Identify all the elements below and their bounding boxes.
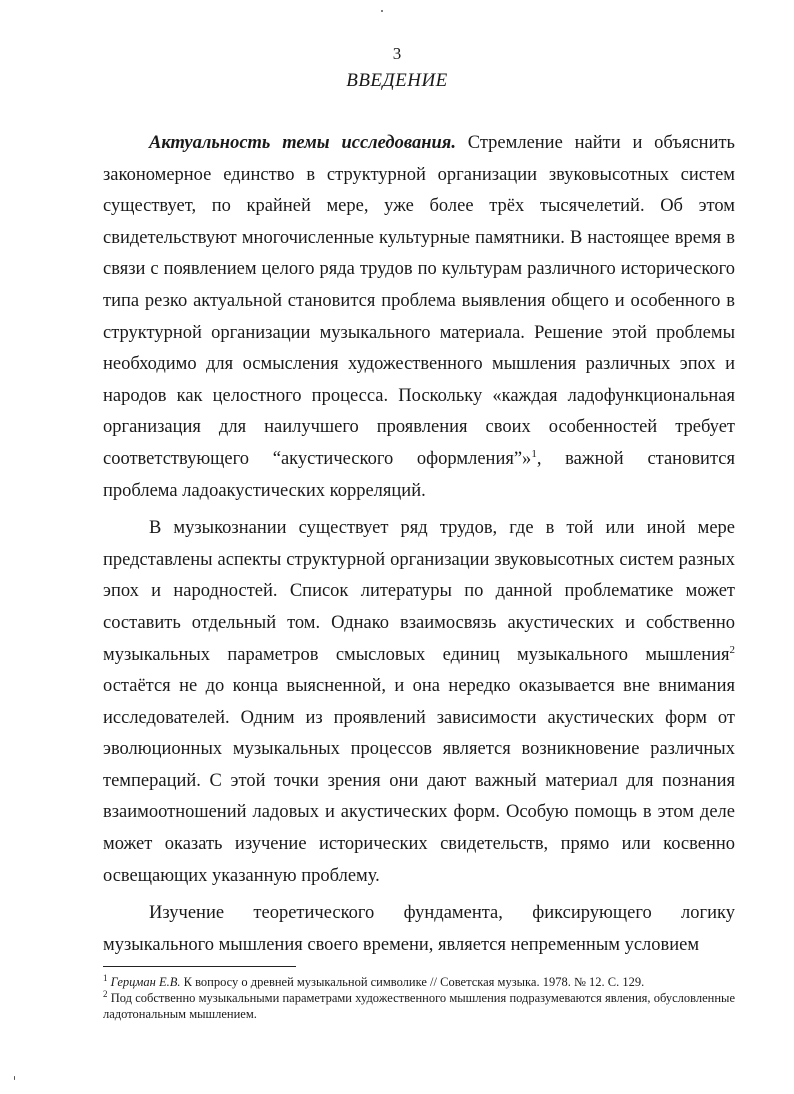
footnote-text: Под собственно музыкальными параметрами художественного мышления подразумеваются явления, обусловленные ладотональным мышлением. (103, 991, 735, 1021)
section-lead: Актуальность темы исследования. (149, 133, 456, 153)
paragraph-text: Стремление найти и объяснить закономерное единство в структурной организации звуковысотных систем существует, по крайней мере, уже более трёх тысячелетий. Об этом свидетельствуют многочисленные культурные памятники. В настоящее время в связи с появлением целого ряда трудов по культурам различного исторического типа резко актуальной становится проблема выявления общего и особенного в структурной организации музыкального материала. Решение этой проблемы необходимо для осмысления художественного мышления различных эпох и народов как целостного процесса. Поскольку «каждая ладофункциональная организация для наилучшего проявления своих особенностей требует соответствующего “акустического оформления”» (103, 133, 735, 469)
footnote-ref-2: 2 (729, 643, 735, 656)
footnote-number: 2 (103, 988, 108, 999)
paragraph-2 (103, 513, 735, 892)
scan-speck (14, 1076, 15, 1080)
page-title: ВВЕДЕНИЕ (346, 70, 448, 91)
footnote-number: 1 (103, 972, 108, 983)
footnote-ref-1: 1 (531, 447, 537, 460)
paragraph-tail: остаётся не до конца выясненной, и она нередко оказывается вне внимания исследователей. Одним из проявлений зависимости акустических форм от эволюционных музыкальных процессов является возникновение различных темпераций. С этой точки зрения они дают важный материал для познания взаимоотношений ладовых и акустических форм. Особую помощь в этом деле может оказать изучение исторических свидетельств, прямо или косвенно освещающих указанную проблему. (103, 676, 735, 886)
paragraph-1 (103, 128, 735, 507)
footnote-1 (103, 974, 735, 990)
paragraph-text: Изучение теоретического фундамента, фиксирующего логику музыкального мышления своего времени, является непременным условием (103, 903, 735, 955)
main-text (103, 128, 735, 967)
scan-speck (381, 10, 383, 12)
footnote-author: Герцман Е.В. (110, 975, 181, 989)
footnote-text: К вопросу о древней музыкальной символике // Советская музыка. 1978. № 12. С. 129. (180, 975, 645, 989)
paragraph-3 (103, 898, 735, 961)
footnotes (103, 974, 735, 1022)
page-number: 3 (392, 44, 402, 63)
footnote-2 (103, 990, 735, 1022)
footnote-divider (103, 966, 296, 967)
paragraph-tail: , важной становится проблема ладоакустических корреляций. (103, 448, 735, 501)
paragraph-text: В музыкознании существует ряд трудов, где в той или иной мере представлены аспекты структурной организации звуковысотных систем разных эпох и народностей. Список литературы по данной проблематике может составить отдельный том. Однако взаимосвязь акустических и собственно музыкальных параметров смысловых единиц музыкального мышления (103, 518, 735, 665)
